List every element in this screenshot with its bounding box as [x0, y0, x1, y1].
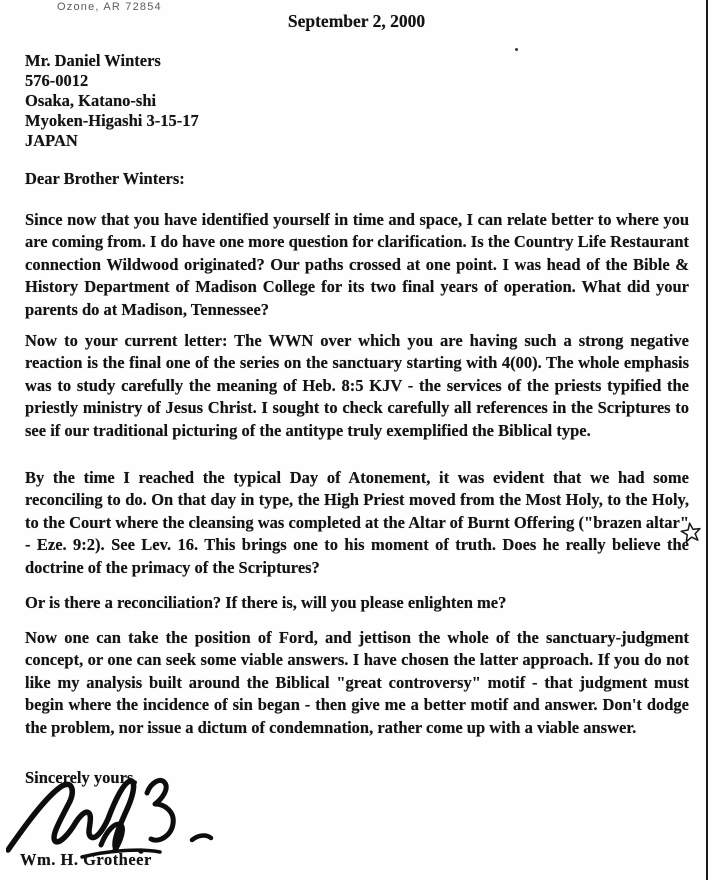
body-paragraph-3: By the time I reached the typical Day of Atonement, it was evident that we had some reconciling to do. On that day in type, the High Priest moved from the Most Holy, to the Holy, to the Court where the cleansing was completed at the Altar of Burnt Offering ("brazen altar" - Eze. 9:2). See Lev. 16. This brings one to his moment of truth. Does he really believe the doctrine of the primacy of the Scriptures? — [25, 468, 689, 577]
handwritten-signature-icon — [6, 772, 226, 862]
closing-line: Sincerely yours, — [25, 768, 138, 787]
signature-typed-name: Wm. H. Grotheer — [20, 850, 152, 869]
body-paragraph-2: Now to your current letter: The WWN over which you are having such a strong negative reaction is the final one of the series on the sanctuary starting with 4(00). The whole emphasis was to study carefully the meaning of Heb. 8:5 KJV - the services of the priests typified the priestly ministry of Jesus Christ. I sought to check carefully all references in the Scriptures to see if our traditional picturing of the antitype truly exemplified the Biblical type. — [25, 331, 689, 440]
recipient-address-line: 576-0012 — [25, 71, 89, 90]
margin-star-icon — [679, 521, 704, 546]
letterhead-location: Ozone, AR 72854 — [57, 1, 162, 13]
recipient-address — [25, 51, 199, 151]
recipient-address-line: Myoken-Higashi 3-15-17 — [25, 111, 199, 130]
salutation: Dear Brother Winters: — [25, 169, 185, 188]
recipient-address-line: Mr. Daniel Winters — [25, 51, 161, 70]
recipient-address-line: JAPAN — [25, 131, 78, 150]
scan-speck-artifact — [515, 48, 518, 51]
recipient-address-line: Osaka, Katano-shi — [25, 91, 157, 110]
body-paragraph-4: Or is there a reconciliation? If there is, will you please enlighten me? — [25, 593, 507, 612]
letter-date: September 2, 2000 — [287, 11, 426, 31]
body-paragraph-1: Since now that you have identified yourself in time and space, I can relate better to where you are coming from. I do have one more question for clarification. Is the Country Life Restaurant connection Wildwood originated? Our paths crossed at one point. I was head of the Bible & History Department of Madison College for its two final years of operation. What did your parents do at Madison, Tennessee? — [25, 210, 689, 319]
body-paragraph-5: Now one can take the position of Ford, and jettison the whole of the sanctuary-judgment concept, or one can seek some viable answers. I have chosen the latter approach. If you do not like my analysis built around the Biblical "great controversy" motif - that judgment must begin where the incidence of sin began - then give me a better motif and answer. Don't dodge the problem, nor issue a dictum of condemnation, rather come up with a viable answer. — [25, 628, 689, 737]
scan-edge-artifact — [706, 0, 708, 880]
